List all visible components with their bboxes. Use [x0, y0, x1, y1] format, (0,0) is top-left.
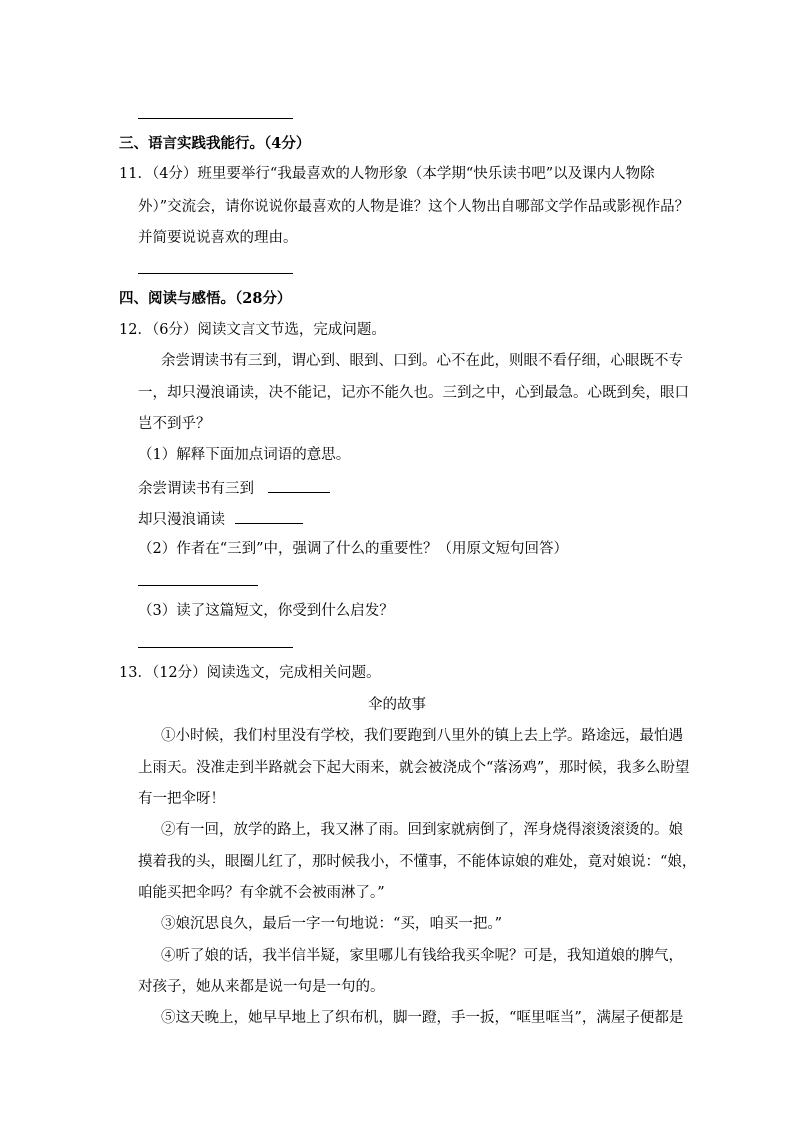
answer-blank[interactable]: [235, 509, 303, 524]
passage-line: ③娘沉思良久，最后一字一句地说：“买，咱买一把。”: [161, 916, 503, 932]
sub-question: （1）解释下面加点词语的意思。: [138, 447, 351, 463]
passage-line: ④听了娘的话，我半信半疑，家里哪儿有钱给我买伞呢？可是，我知道娘的脾气，: [161, 948, 683, 964]
passage-line: 摸着我的头，眼圈儿红了，那时候我小，不懂事，不能体谅娘的难处，竟对娘说：“娘，: [138, 854, 697, 870]
question-11-line: 并简要说说喜欢的理由。: [138, 230, 298, 246]
passage-line: ②有一回，放学的路上，我又淋了雨。回到家就病倒了，浑身烧得滚烫滚烫的。娘: [161, 822, 683, 838]
sub-question-item: [138, 509, 303, 530]
passage-line: 上雨天。没准走到半路就会下起大雨来，就会被浇成个“落汤鸡”，那时候，我多么盼望: [138, 760, 690, 776]
question-11-line: 11．（4分）班里要举行“我最喜欢的人物形象（本学期“快乐读书吧”以及课内人物除: [119, 166, 655, 182]
section-heading: 四、阅读与感悟。（28分）: [119, 290, 292, 307]
section-heading: 三、语言实践我能行。（4分）: [119, 135, 311, 152]
passage-line: ⑤这天晚上，她早早地上了织布机，脚一蹬，手一扳，“哐里哐当”，满屋子便都是: [161, 1010, 684, 1026]
answer-line[interactable]: [138, 273, 293, 274]
passage-line: 一，却只漫浪诵读，决不能记，记亦不能久也。三到之中，心到最急。心既到矣，眼口: [138, 385, 689, 401]
passage-line: ①小时候，我们村里没有学校，我们要跑到八里外的镇上去上学。路途远，最怕遇: [161, 728, 683, 744]
sub-question-item: [138, 478, 330, 499]
passage-line: 咱能买把伞吗？有伞就不会被雨淋了。”: [138, 885, 385, 901]
sub-question-item-text: 却只漫浪诵读: [138, 512, 225, 528]
passage-line: 有一把伞呀！: [138, 791, 225, 807]
sub-question: （3）读了这篇短文，你受到什么启发？: [138, 603, 394, 619]
sub-question: （2）作者在“三到”中，强调了什么的重要性？（用原文短句回答）: [138, 541, 569, 557]
answer-line[interactable]: [138, 647, 293, 648]
passage-title: 伞的故事: [368, 697, 426, 713]
sub-question-item-text: 余尝谓读书有三到: [138, 481, 254, 497]
question-13-stem: 13．（12分）阅读选文，完成相关问题。: [119, 665, 381, 681]
passage-line: 对孩子，她从来都是说一句是一句的。: [138, 979, 385, 995]
answer-line[interactable]: [138, 118, 293, 119]
answer-blank[interactable]: [268, 478, 330, 493]
question-12-stem: 12．（6分）阅读文言文节选，完成问题。: [119, 322, 386, 338]
passage-line: 岂不到乎？: [138, 416, 211, 432]
answer-line[interactable]: [138, 585, 258, 586]
question-11-line: 外）”交流会，请你说说你最喜欢的人物是谁？这个人物出自哪部文学作品或影视作品？: [138, 199, 690, 215]
passage-line: 余尝谓读书有三到，谓心到、眼到、口到。心不在此，则眼不看仔细，心眼既不专: [161, 353, 683, 369]
